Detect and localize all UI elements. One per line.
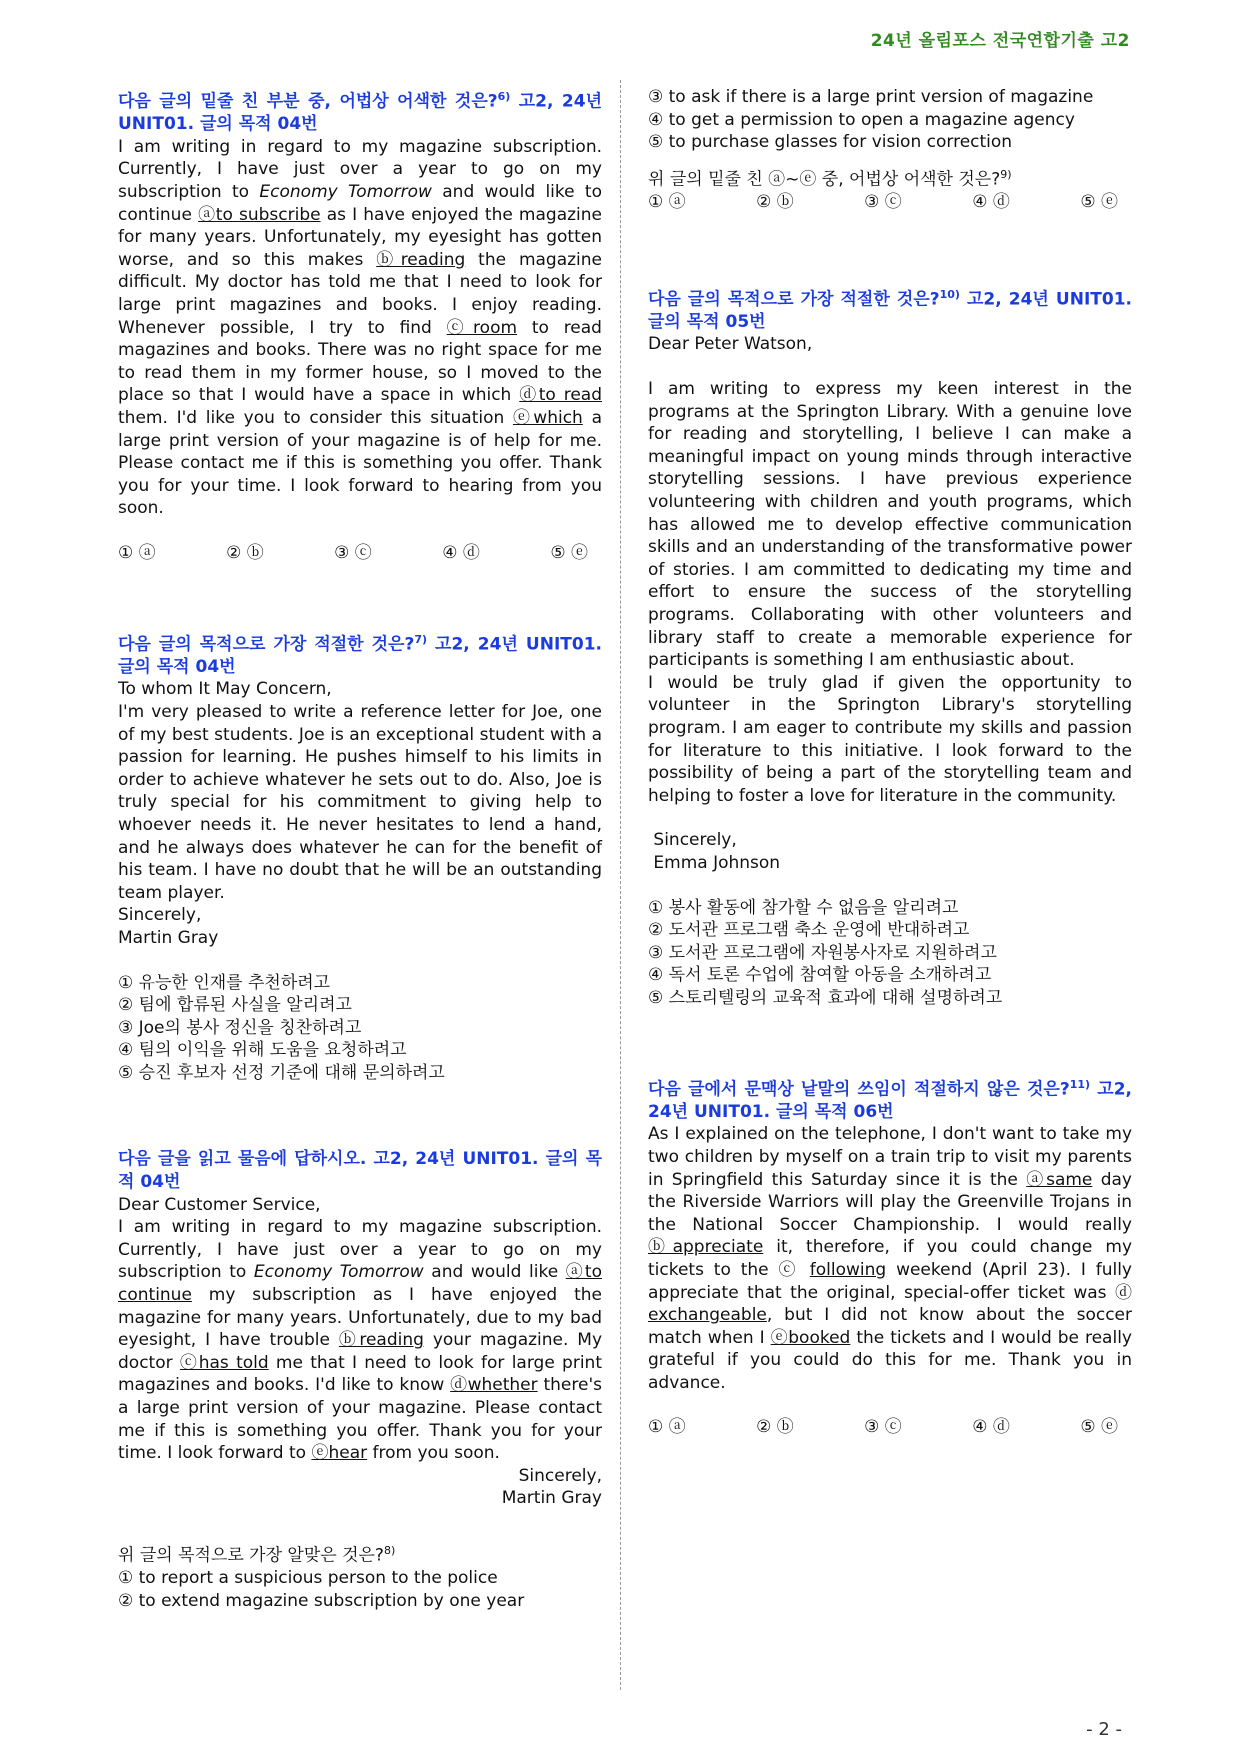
option-5[interactable]: ⑤ 스토리텔링의 교육적 효과에 대해 설명하려고 bbox=[648, 987, 1003, 1008]
option-1[interactable]: ① ⓐ bbox=[118, 542, 156, 563]
option-3[interactable]: ③ to ask if there is a large print version of magazine bbox=[648, 87, 1094, 107]
option-4[interactable]: ④ ⓓ bbox=[442, 542, 480, 563]
option-1[interactable]: ① ⓐ bbox=[648, 192, 686, 213]
question-7-passage: I'm very pleased to write a reference letter for Joe, one of my best students. Joe is an exceptional student with a passion for learning. He pushes himself to his limits in order to achieve whatever he sets out to do. Also, Joe is truly special for his commitment to giving help to whoever needs it. He never hesitates to lend a hand, and he always does whatever he can for the benefit of his team. I have no doubt that he will be an outstanding team player. bbox=[118, 701, 602, 903]
underline-e: ⓔwhich bbox=[512, 407, 583, 428]
underline-c: ⓒhas told bbox=[179, 1352, 269, 1373]
option-5[interactable]: ⑤ 승진 후보자 선정 기준에 대해 문의하려고 bbox=[118, 1062, 445, 1083]
letter-signature: Emma Johnson bbox=[648, 852, 781, 873]
question-11-passage: As I explained on the telephone, I don't want to take my two children by myself on a train trip to visit my parents in Springfield this Saturday since it is the ⓐsame day the Riverside Warriors will play the Greenville Trojans in the National Soccer Championship. I would really ⓑappreciate it, therefore, if you could change my tickets to the ⓒ following weekend (April 23). I fully appreciate that the original, special-offer ticket was ⓓ exchangeable, but I did not know about the soccer match when I ⓔbooked the tickets and I would be really grateful if you could do this for me. Thank you in advance. bbox=[648, 1124, 1133, 1393]
letter-closing: Sincerely, bbox=[518, 1465, 602, 1486]
question-9 bbox=[648, 164, 1132, 214]
underline-d: exchangeable bbox=[648, 1305, 767, 1326]
question-10-title: 다음 글의 목적으로 가장 적절한 것은?$^{10)}$ 고2, 24년 UNIT01. 글의 목적 05번 bbox=[648, 287, 1132, 332]
letter-closing: Sincerely, bbox=[118, 905, 202, 926]
option-3[interactable]: ③ 도서관 프로그램에 자원봉사자로 지원하려고 bbox=[648, 942, 997, 963]
option-5[interactable]: ⑤ ⓔ bbox=[1080, 192, 1118, 213]
question-7-title: 다음 글의 목적으로 가장 적절한 것은?$^{7)}$ 고2, 24년 UNIT01. 글의 목적 04번 bbox=[118, 632, 602, 677]
letter-signature: Martin Gray bbox=[501, 1488, 602, 1509]
option-3[interactable]: ③ Joe의 봉사 정신을 칭찬하려고 bbox=[118, 1017, 362, 1038]
underline-c: following bbox=[809, 1259, 887, 1280]
letter-signature: Martin Gray bbox=[118, 927, 219, 948]
question-6 bbox=[118, 86, 602, 565]
option-1[interactable]: ① 유능한 인재를 추천하려고 bbox=[118, 972, 331, 993]
option-5[interactable]: ⑤ to purchase glasses for vision correction bbox=[648, 132, 1013, 153]
option-3[interactable]: ③ ⓒ bbox=[864, 1417, 902, 1438]
underline-a: ⓐto continue bbox=[118, 1262, 602, 1306]
question-8-subtitle: 위 글의 목적으로 가장 알맞은 것은?$^{8)}$ bbox=[118, 1543, 396, 1566]
underline-e: ⓔbooked bbox=[770, 1327, 851, 1348]
option-1[interactable]: ① 봉사 활동에 참가할 수 없음을 알리려고 bbox=[648, 897, 959, 918]
option-4[interactable]: ④ ⓓ bbox=[972, 192, 1010, 213]
question-11-title: 다음 글에서 문맥상 낱말의 쓰임이 적절하지 않은 것은?$^{11)}$ 고2, 24년 UNIT01. 글의 목적 06번 bbox=[648, 1077, 1132, 1122]
letter-closing: Sincerely, bbox=[648, 830, 737, 851]
underline-a: ⓐsame bbox=[1026, 1169, 1093, 1190]
left-column bbox=[118, 86, 602, 1612]
question-7-options bbox=[118, 972, 602, 1085]
question-10-passage-2: I would be truly glad if given the opportunity to volunteer in the Springton Library's storytelling program. I am eager to contribute my skills and passion for literature to this initiative. I look forward to the possibility of being a part of the storytelling team and helping to foster a love for literature in the community. bbox=[648, 672, 1132, 806]
question-9-title: 위 글의 밑줄 친 ⓐ~ⓔ 중, 어법상 어색한 것은?$^{9)}$ bbox=[648, 167, 1012, 190]
question-11-options bbox=[648, 1416, 1132, 1439]
underline-d: ⓓto read bbox=[519, 385, 602, 406]
underline-a: ⓐto subscribe bbox=[198, 204, 321, 225]
option-1[interactable]: ① to report a suspicious person to the police bbox=[118, 1568, 498, 1589]
underline-b: ⓑreading bbox=[338, 1330, 424, 1351]
underline-e: ⓔhear bbox=[311, 1443, 368, 1464]
option-2[interactable]: ② 도서관 프로그램 축소 운영에 반대하려고 bbox=[648, 920, 970, 941]
question-8-passage: I am writing in regard to my magazine subscription. Currently, I have just over a year to go on my subscription to Economy Tomorrow and would like ⓐto continue my subscription as I have enjoyed the magazine for many years. Unfortunately, due to my bad eyesight, I have trouble ⓑreading your magazine. My doctor ⓒhas told me that I need to look for large print magazines and books. I'd like to know ⓓwhether there's a large print version of your magazine. Please contact me if this is something you offer. Thank you for your time. I look forward to ⓔhear from you soon. bbox=[118, 1217, 603, 1464]
option-5[interactable]: ⑤ ⓔ bbox=[1080, 1417, 1118, 1438]
question-11 bbox=[648, 1074, 1132, 1440]
question-7 bbox=[118, 629, 602, 1085]
question-10 bbox=[648, 284, 1132, 1010]
option-2[interactable]: ② ⓑ bbox=[756, 192, 794, 213]
option-4[interactable]: ④ 팀의 이익을 위해 도움을 요청하려고 bbox=[118, 1040, 407, 1061]
option-2[interactable]: ② to extend magazine subscription by one year bbox=[118, 1590, 525, 1611]
underline-b: ⓑappreciate bbox=[648, 1237, 764, 1258]
question-9-options bbox=[648, 191, 1132, 214]
option-4[interactable]: ④ 독서 토론 수업에 참여할 아동을 소개하려고 bbox=[648, 965, 992, 986]
question-8-options-continued bbox=[648, 86, 1132, 154]
letter-greeting: Dear Peter Watson, bbox=[648, 334, 813, 355]
question-8-title: 다음 글을 읽고 물음에 답하시오. 고2, 24년 UNIT01. 글의 목적 04번 bbox=[118, 1149, 602, 1193]
column-divider bbox=[620, 80, 621, 1690]
letter-greeting: To whom It May Concern, bbox=[118, 679, 332, 700]
underline-d: ⓓwhether bbox=[450, 1375, 538, 1396]
option-2[interactable]: ② 팀에 합류된 사실을 알리려고 bbox=[118, 995, 352, 1016]
question-6-passage: I am writing in regard to my magazine subscription. Currently, I have just over a year to go on my subscription to Economy Tomorrow and would like to continue ⓐto subscribe as I have enjoyed the magazine for many years. Unfortunately, my eyesight has gotten worse, and so this makes ⓑreading the magazine difficult. My doctor has told me that I need to look for large print magazines and books. I enjoy reading. Whenever possible, I try to find ⓒroom to read magazines and books. There was no right space for me to read them in my former house, so I moved to the place so that I would have a space in which ⓓto read them. I'd like you to consider this situation ⓔwhich a large print version of your magazine is of help for me. Please contact me if this is something you offer. Thank you for your time. I look forward to hearing from you soon. bbox=[118, 136, 603, 519]
question-10-options bbox=[648, 897, 1132, 1010]
question-6-options bbox=[118, 542, 602, 565]
question-8 bbox=[118, 1148, 602, 1612]
letter-greeting: Dear Customer Service, bbox=[118, 1194, 321, 1215]
option-4[interactable]: ④ to get a permission to open a magazine agency bbox=[648, 109, 1075, 130]
right-column bbox=[648, 86, 1132, 1439]
option-2[interactable]: ② ⓑ bbox=[226, 542, 264, 563]
underline-c: ⓒroom bbox=[446, 317, 518, 338]
option-2[interactable]: ② ⓑ bbox=[756, 1417, 794, 1438]
underline-b: ⓑreading bbox=[376, 249, 466, 270]
option-5[interactable]: ⑤ ⓔ bbox=[550, 542, 588, 563]
page-header: 24년 올림포스 전국연합기출 고2 bbox=[870, 31, 1130, 51]
question-6-title: 다음 글의 밑줄 친 부분 중, 어법상 어색한 것은?$^{6)}$ 고2, 24년 UNIT01. 글의 목적 04번 bbox=[118, 90, 603, 135]
question-10-passage-1: I am writing to express my keen interest in the programs at the Springton Library. With a genuine love for reading and storytelling, I believe I can make a meaningful impact on young minds through interactive storytelling sessions. I have previous experience volunteering with children and youth programs, which has allowed me to develop effective communication skills and an understanding of the transformative power of stories. I am committed to dedicating my time and effort to ensure the success of the storytelling programs. Collaborating with other volunteers and library staff to create a memorable experience for participants is something I am enthusiastic about. bbox=[648, 379, 1132, 671]
option-4[interactable]: ④ ⓓ bbox=[972, 1417, 1010, 1438]
option-3[interactable]: ③ ⓒ bbox=[334, 542, 372, 563]
option-1[interactable]: ① ⓐ bbox=[648, 1417, 686, 1438]
option-3[interactable]: ③ ⓒ bbox=[864, 192, 902, 213]
page-number: - 2 - bbox=[1086, 1719, 1122, 1740]
